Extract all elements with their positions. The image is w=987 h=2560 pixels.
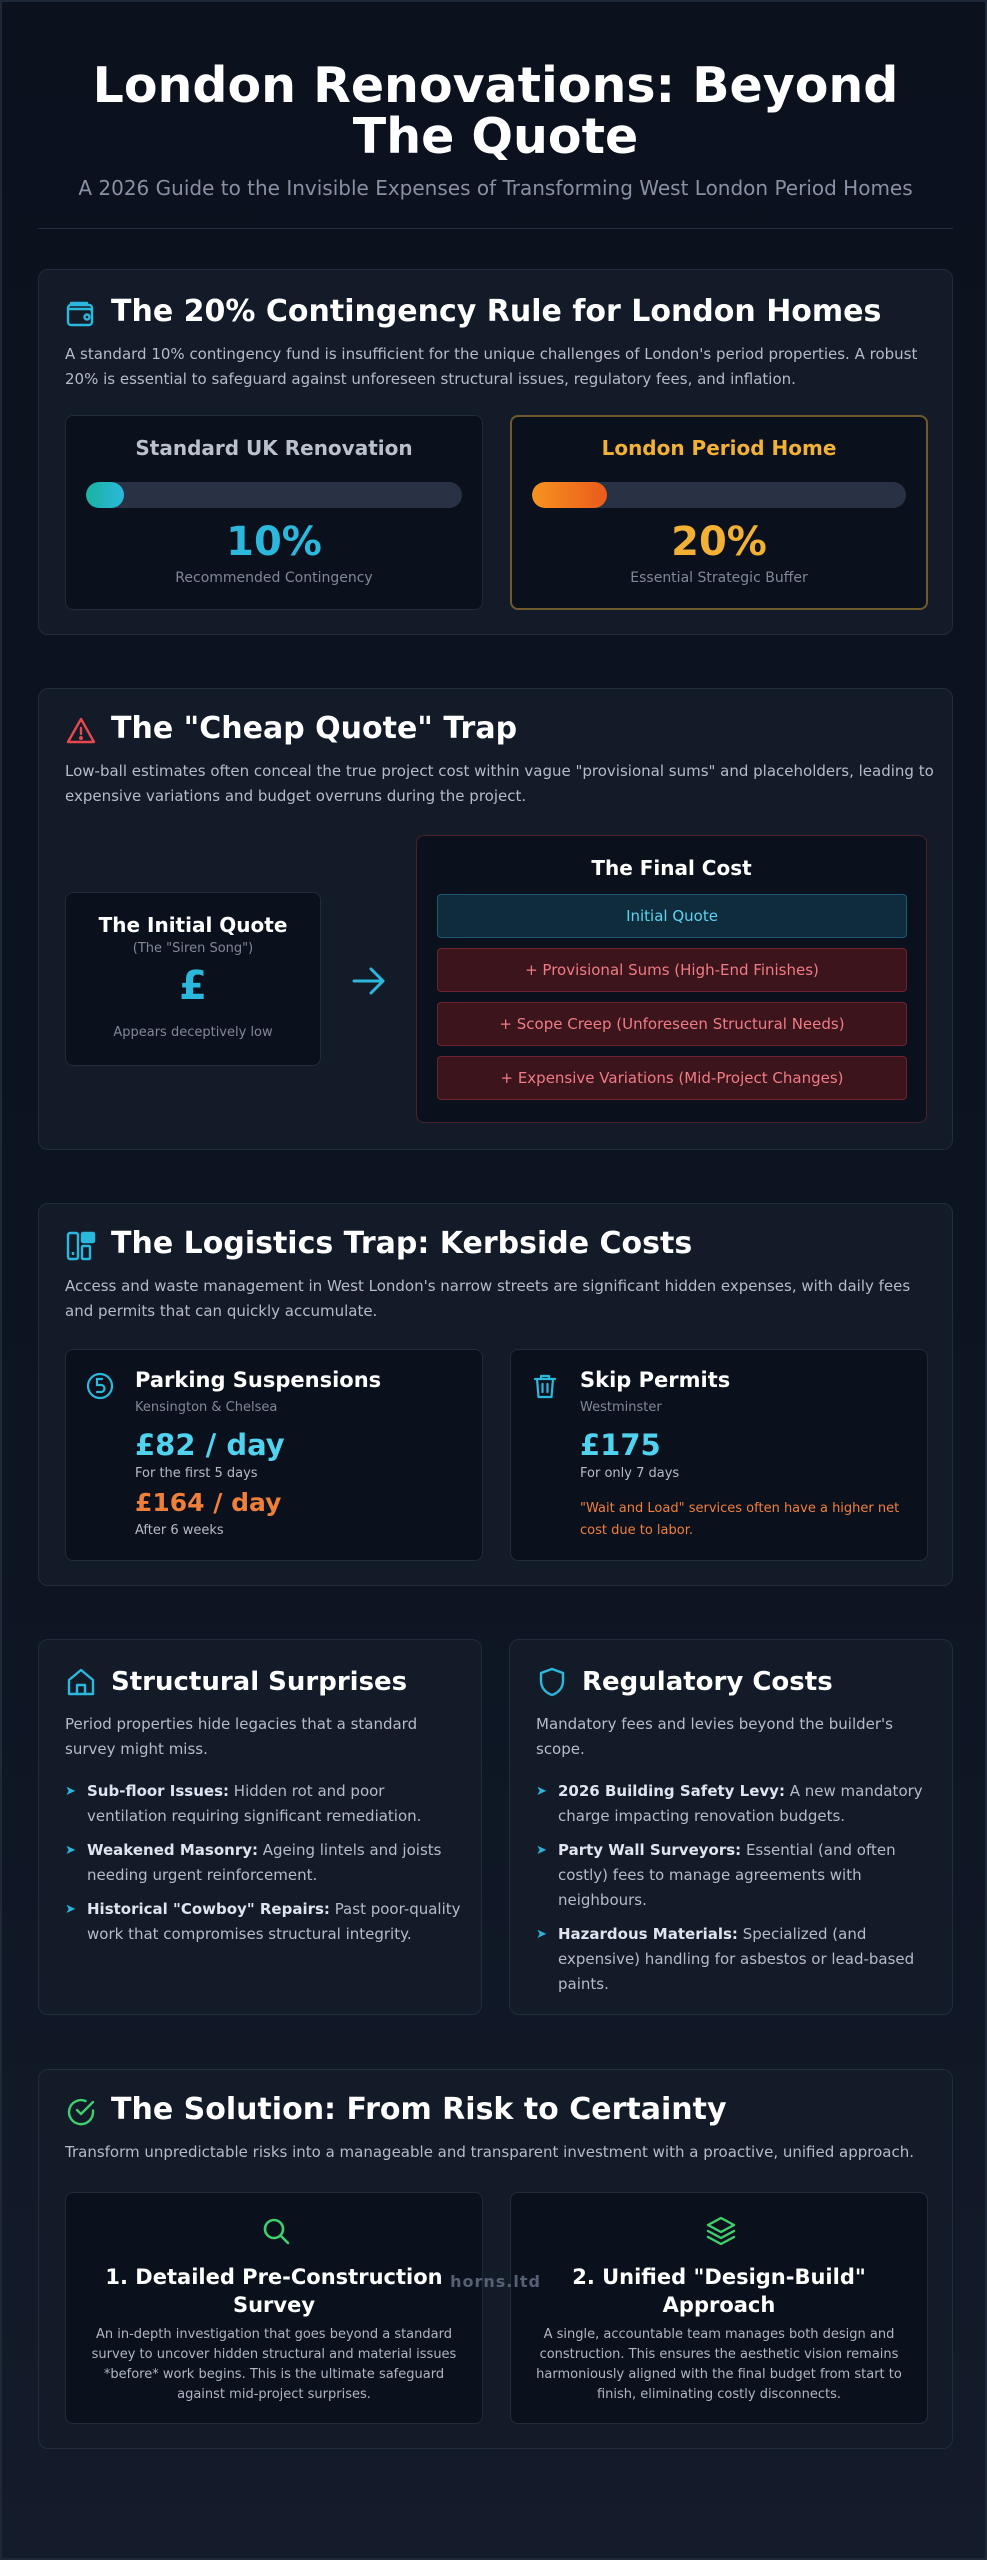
skip-permit-price: £175 — [580, 1428, 661, 1462]
list-item — [65, 1779, 465, 1829]
list-item — [536, 1838, 936, 1913]
regulatory-title: Regulatory Costs — [582, 1667, 833, 1697]
parking-note-extended: After 6 weeks — [135, 1523, 224, 1538]
skip-permit-location: Westminster — [580, 1400, 662, 1415]
bullet-text: Specialized (and expensive) handling for asbestos or lead-based paints. — [558, 1925, 915, 1993]
page-subtitle: A 2026 Guide to the Invisible Expenses of Transforming West London Period Homes — [78, 176, 913, 200]
bullet-text: Past poor-quality work that compromises structural integrity. — [87, 1900, 461, 1943]
standard-progress-fill — [86, 482, 124, 508]
cheap-quote-card — [38, 688, 953, 1150]
bullet-arrow-icon: ➤ — [65, 1784, 76, 1799]
final-cost-item-initial: Initial Quote — [437, 894, 907, 938]
initial-quote-panel — [65, 892, 321, 1066]
contingency-text: A standard 10% contingency fund is insufficient for the unique challenges of London's period properties. A robust 20% is essential to safeguard against unforeseen structural issues, regulatory fees, and inflation. — [65, 345, 918, 388]
skip-permit-title: Skip Permits — [580, 1368, 731, 1392]
initial-quote-note: Appears deceptively low — [113, 1025, 273, 1040]
structural-card — [38, 1639, 482, 2015]
structural-text: Period properties hide legacies that a standard survey might miss. — [65, 1715, 418, 1758]
parking-note-initial: For the first 5 days — [135, 1466, 258, 1481]
contingency-card — [38, 269, 953, 635]
regulatory-text: Mandatory fees and levies beyond the builder's scope. — [536, 1715, 893, 1758]
skip-permit-note: For only 7 days — [580, 1466, 680, 1481]
skip-permit-warning: "Wait and Load" services often have a higher net cost due to labor. — [580, 1501, 900, 1538]
final-cost-title: The Final Cost — [591, 856, 752, 880]
standard-percent: 10% — [226, 519, 322, 565]
pound-symbol: £ — [179, 963, 207, 1009]
initial-quote-title: The Initial Quote — [98, 913, 288, 937]
survey-step-title: 1. Detailed Pre-Construction Survey — [105, 2265, 443, 2317]
warning-icon — [65, 715, 97, 747]
period-progress-fill — [532, 482, 607, 508]
design-build-step-title: 2. Unified "Design-Build" Approach — [572, 2265, 866, 2317]
parking-title: Parking Suspensions — [135, 1368, 382, 1392]
bullet-label: Sub-floor Issues: — [87, 1782, 230, 1800]
bullet-text: Essential (and often costly) fees to manage agreements with neighbours. — [558, 1841, 896, 1909]
wallet-icon — [65, 298, 97, 330]
list-item — [65, 1897, 465, 1947]
cheap-quote-title: The "Cheap Quote" Trap — [111, 711, 518, 746]
skip-permit-panel — [510, 1349, 928, 1561]
period-home-panel — [510, 415, 928, 610]
parking-icon — [86, 1372, 114, 1400]
bullet-arrow-icon: ➤ — [536, 1927, 547, 1942]
standard-progress-bar — [86, 482, 462, 508]
list-item — [536, 1922, 936, 1997]
period-home-label: London Period Home — [601, 436, 837, 460]
arrow-right-icon — [349, 961, 389, 1001]
bullet-text: A new mandatory charge impacting renovation budgets. — [558, 1782, 923, 1825]
cheap-quote-text: Low-ball estimates often conceal the true project cost within vague "provisional sums" and placeholders, leading to expensive variations and budget overruns during the project. — [65, 762, 934, 805]
bullet-label: Hazardous Materials: — [558, 1925, 738, 1943]
header-divider — [38, 228, 953, 229]
design-build-step-text: A single, accountable team manages both design and construction. This ensures the aesthetic vision remains harmoniously aligned with the final budget from start to finish, eliminating costly disconnects. — [536, 2327, 902, 2402]
standard-renovation-panel — [65, 415, 483, 610]
final-cost-item-scope-creep: + Scope Creep (Unforeseen Structural Needs) — [437, 1002, 907, 1046]
structural-title: Structural Surprises — [111, 1667, 408, 1697]
check-circle-icon — [65, 2096, 97, 2128]
final-cost-panel — [416, 835, 927, 1123]
page-title: London Renovations: Beyond The Quote — [92, 57, 899, 165]
bullet-arrow-icon: ➤ — [65, 1902, 76, 1917]
period-progress-bar — [532, 482, 906, 508]
footer-brand: horns.ltd — [450, 2272, 541, 2291]
bullet-label: Historical "Cowboy" Repairs: — [87, 1900, 330, 1918]
bullet-arrow-icon: ➤ — [65, 1843, 76, 1858]
list-item — [536, 1779, 936, 1829]
search-icon — [260, 2215, 292, 2247]
standard-renovation-label: Standard UK Renovation — [135, 436, 413, 460]
parking-location: Kensington & Chelsea — [135, 1400, 278, 1415]
solution-text: Transform unpredictable risks into a manageable and transparent investment with a proactive, unified approach. — [65, 2143, 914, 2161]
final-cost-item-variations: + Expensive Variations (Mid-Project Changes) — [437, 1056, 907, 1100]
contingency-title: The 20% Contingency Rule for London Homes — [111, 294, 882, 329]
bullet-arrow-icon: ➤ — [536, 1843, 547, 1858]
parking-price-extended: £164 / day — [135, 1488, 282, 1517]
bullet-label: 2026 Building Safety Levy: — [558, 1782, 785, 1800]
initial-quote-subtitle: (The "Siren Song") — [132, 941, 254, 956]
logistics-title: The Logistics Trap: Kerbside Costs — [111, 1226, 693, 1261]
shield-icon — [536, 1666, 568, 1698]
bullet-label: Party Wall Surveyors: — [558, 1841, 742, 1859]
parking-price-initial: £82 / day — [135, 1428, 285, 1462]
home-icon — [65, 1666, 97, 1698]
solution-step-design-build — [510, 2192, 928, 2424]
page-header — [38, 57, 953, 200]
layers-icon — [705, 2215, 737, 2247]
logistics-card — [38, 1203, 953, 1586]
regulatory-card — [509, 1639, 953, 2015]
final-cost-item-provisional: + Provisional Sums (High-End Finishes) — [437, 948, 907, 992]
period-note: Essential Strategic Buffer — [630, 570, 808, 586]
bullet-arrow-icon: ➤ — [536, 1784, 547, 1799]
list-item — [65, 1838, 465, 1888]
period-percent: 20% — [671, 519, 767, 565]
building-icon — [65, 1230, 97, 1262]
logistics-text: Access and waste management in West London's narrow streets are significant hidden expenses, with daily fees and permits that can quickly accumulate. — [65, 1277, 911, 1320]
solution-step-survey — [65, 2192, 483, 2424]
bullet-text: Ageing lintels and joists needing urgent reinforcement. — [87, 1841, 442, 1884]
solution-card — [38, 2069, 953, 2449]
parking-panel — [65, 1349, 483, 1561]
solution-title: The Solution: From Risk to Certainty — [111, 2092, 727, 2127]
standard-note: Recommended Contingency — [175, 570, 373, 586]
survey-step-text: An in-depth investigation that goes beyond a standard survey to uncover hidden structural and material issues *before* work begins. This is the ultimate safeguard against mid-project surprises. — [91, 2327, 457, 2402]
bullet-label: Weakened Masonry: — [87, 1841, 258, 1859]
trash-icon — [531, 1372, 559, 1400]
bullet-text: Hidden rot and poor ventilation requiring significant remediation. — [87, 1782, 422, 1825]
